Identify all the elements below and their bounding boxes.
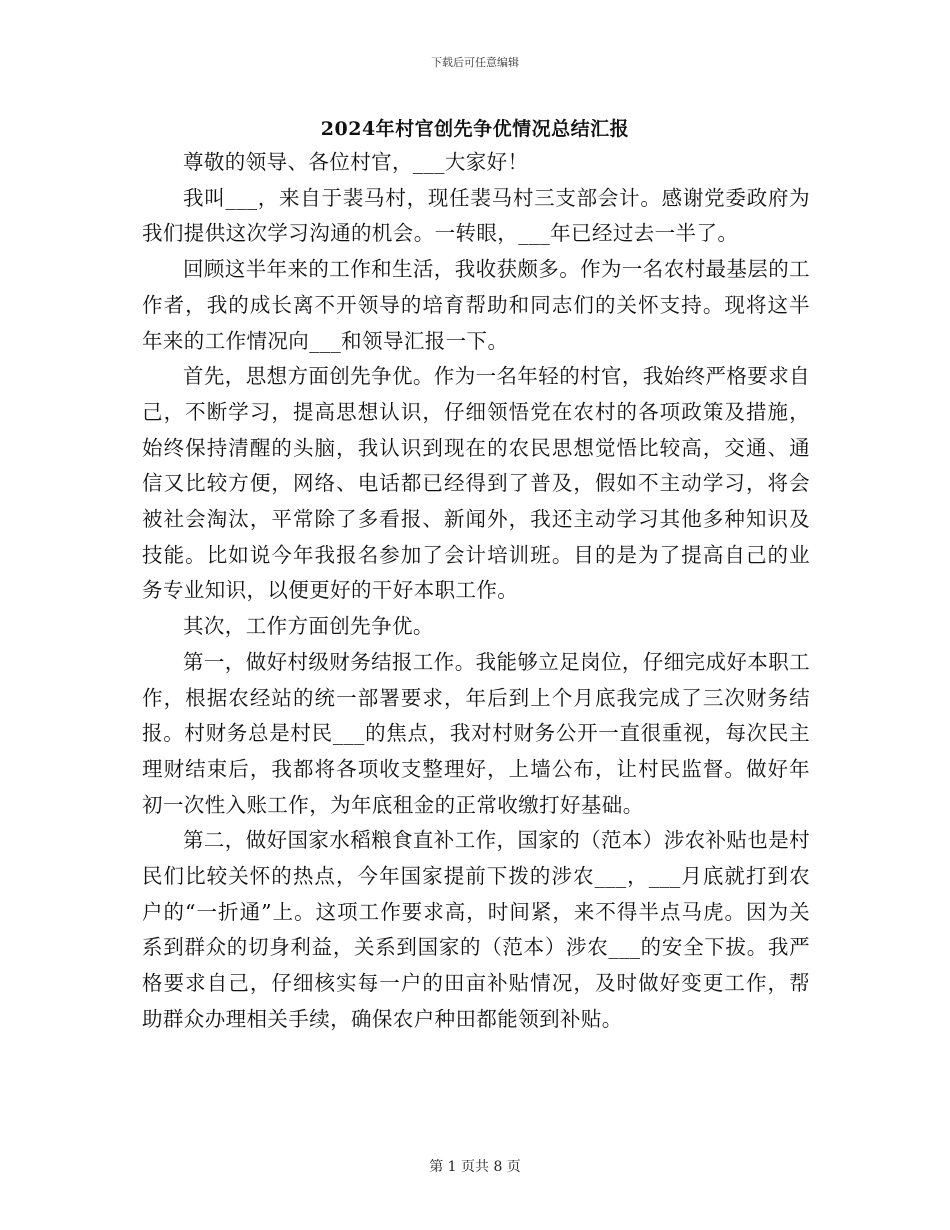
paragraph-subsidy: 第二，做好国家水稻粮食直补工作，国家的（范本）涉农补贴也是村民们比较关怀的热点，今年国家提前下拨的涉农___，___月底就打到农户的“一折通”上。这项工作要求高，时间紧，来不得半点马虎。因为关系到群众的切身利益，关系到国家的（范本）涉农___的安全下拔。我严格要求自己，仔细核实每一户的田亩补贴情况，及时做好变更工作，帮助群众办理相关手续，确保农户种田都能领到补贴。 — [142, 828, 810, 1031]
document-body — [142, 145, 810, 1038]
paragraph-ideology: 首先，思想方面创先争优。作为一名年轻的村官，我始终严格要求自己，不断学习，提高思想认识，仔细领悟党在农村的各项政策及措施，始终保持清醒的头脑，我认识到现在的农民思想觉悟比较高，交通、通信又比较方便，网络、电话都已经得到了普及，假如不主动学习，将会被社会淘汰，平常除了多看报、新闻外，我还主动学习其他多种知识及技能。比如说今年我报名参加了会计培训班。目的是为了提高自己的业务专业知识，以便更好的干好本职工作。 — [142, 364, 810, 603]
paragraph-greeting: 尊敬的领导、各位村官，___大家好！ — [183, 150, 529, 174]
page-header-note: 下载后可任意编辑 — [431, 56, 519, 69]
document-title: 2024年村官创先争优情况总结汇报 — [320, 118, 630, 140]
paragraph-introduction: 我叫___，来自于裴马村，现任裴马村三支部会计。感谢党委政府为我们提供这次学习沟通的机会。一转眼，___年已经过去一半了。 — [142, 185, 810, 246]
paragraph-work-heading: 其次，工作方面创先争优。 — [183, 614, 434, 639]
paragraph-review: 回顾这半年来的工作和生活，我收获颇多。作为一名农村最基层的工作者，我的成长离不开领导的培育帮助和同志们的关怀支持。现将这半年来的工作情况向___和领导汇报一下。 — [142, 257, 810, 353]
page-number: 第 1 页共 8 页 — [429, 1159, 521, 1175]
paragraph-finance: 第一，做好村级财务结报工作。我能够立足岗位，仔细完成好本职工作，根据农经站的统一部署要求，年后到上个月底我完成了三次财务结报。村财务总是村民___的焦点，我对村财务公开一直很重视，每次民主理财结束后，我都将各项收支整理好，上墙公布，让村民监督。做好年初一次性入账工作，为年底租金的正常收缴打好基础。 — [142, 649, 810, 817]
